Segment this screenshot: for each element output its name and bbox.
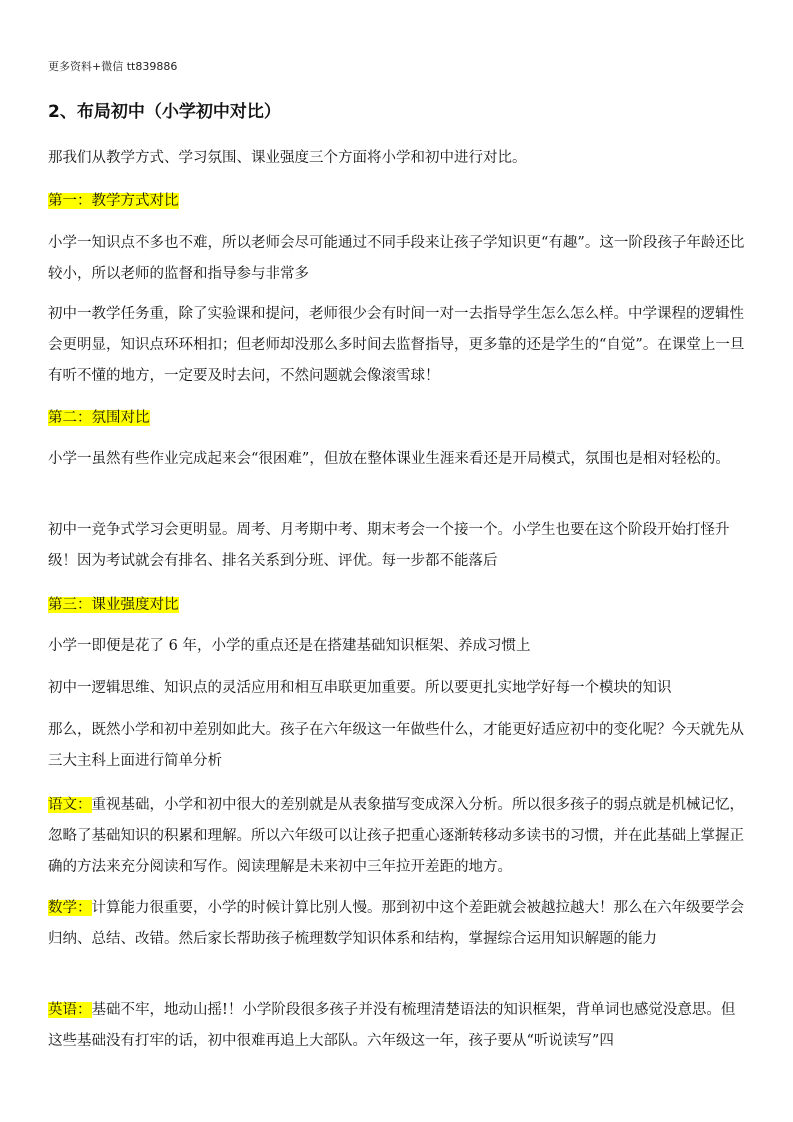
section3-paragraph-1: 小学一即便是花了 6 年，小学的重点还是在搭建基础知识框架、养成习惯上 <box>48 638 531 654</box>
section2-title-row <box>48 403 748 434</box>
math-paragraph <box>48 893 748 955</box>
section2-paragraph-2: 初中一竞争式学习会更明显。周考、月考期中考、期末考会一个接一个。小学生也要在这个阶段开始打怪升级！因为考试就会有排名、排名关系到分班、评优。每一步都不能落后 <box>48 522 730 569</box>
chinese-label: 语文： <box>48 797 92 813</box>
section1-title-row <box>48 186 748 217</box>
section3-title: 第三：课业强度对比 <box>48 597 179 613</box>
english-paragraph <box>48 995 748 1057</box>
page-header-note: 更多资料+微信 tt839886 <box>48 60 178 73</box>
chinese-paragraph <box>48 790 748 883</box>
intro-paragraph: 那我们从教学方式、学习氛围、课业强度三个方面将小学和初中进行对比。 <box>48 150 527 166</box>
section1-paragraph-2: 初中一教学任务重，除了实验课和提问，老师很少会有时间一对一去指导学生怎么怎么样。中学课程的逻辑性会更明显，知识点环环相扣；但老师却没那么多时间去监督指导，更多靠的还是学生的“自觉”。在课堂上一旦有听不懂的地方，一定要及时去问，不然问题就会像滚雪球！ <box>48 306 745 384</box>
section2-title: 第二：氛围对比 <box>48 410 150 426</box>
english-label: 英语： <box>48 1002 92 1018</box>
section3-paragraph-2: 初中一逻辑思维、知识点的灵活应用和相互串联更加重要。所以要更扎实地学好每一个模块的知识 <box>48 680 672 696</box>
math-label: 数学： <box>48 900 92 916</box>
section3-title-row <box>48 590 748 621</box>
section1-paragraph-1: 小学一知识点不多也不难，所以老师会尽可能通过不同手段来让孩子学知识更“有趣”。这一阶段孩子年龄还比较小，所以老师的监督和指导参与非常多 <box>48 235 745 282</box>
section-heading: 2、布局初中（小学初中对比） <box>48 102 281 122</box>
math-text: 计算能力很重要，小学的时候计算比别人慢。那到初中这个差距就会被越拉越大！那么在六年级要学会归纳、总结、改错。然后家长帮助孩子梳理数学知识体系和结构，掌握综合运用知识解题的能力 <box>48 900 744 947</box>
english-text: 基础不牢，地动山摇!！小学阶段很多孩子并没有梳理清楚语法的知识框架，背单词也感觉没意思。但这些基础没有打牢的话，初中很难再追上大部队。六年级这一年，孩子要从“听说读写”四 <box>48 1002 736 1049</box>
chinese-text: 重视基础，小学和初中很大的差别就是从表象描写变成深入分析。所以很多孩子的弱点就是机械记忆，忽略了基础知识的积累和理解。所以六年级可以让孩子把重心逐渐转移动多读书的习惯，并在此基础上掌握正确的方法来充分阅读和写作。阅读理解是未来初中三年拉开差距的地方。 <box>48 797 744 875</box>
transition-paragraph: 那么，既然小学和初中差别如此大。孩子在六年级这一年做些什么，才能更好适应初中的变化呢？今天就先从三大主科上面进行简单分析 <box>48 722 744 769</box>
section1-title: 第一：教学方式对比 <box>48 193 179 209</box>
section2-paragraph-1: 小学一虽然有些作业完成起来会“很困难”，但放在整体课业生涯来看还是开局模式，氛围也是相对轻松的。 <box>48 451 730 467</box>
